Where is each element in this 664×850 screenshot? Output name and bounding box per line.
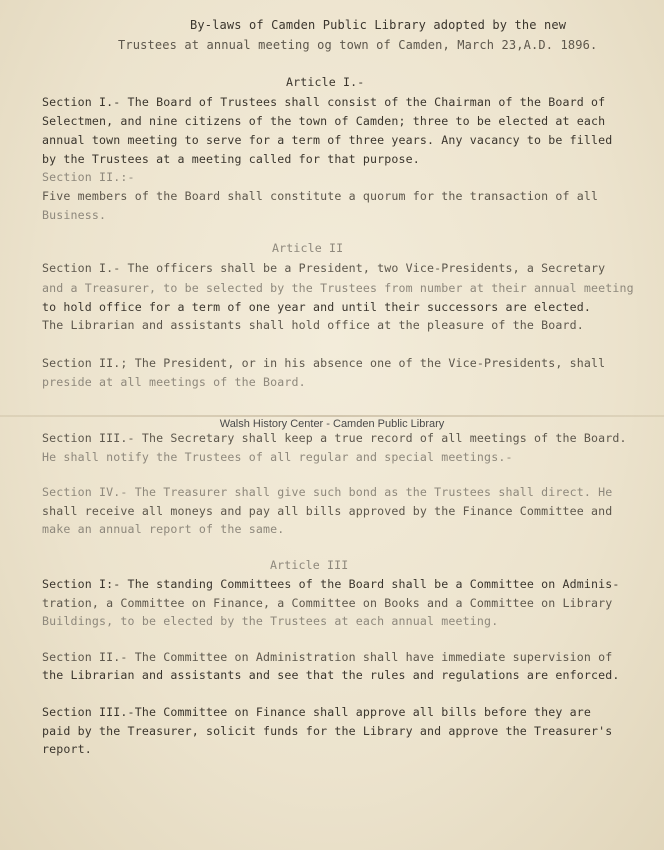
article-2-line: The Librarian and assistants shall hold office at the pleasure of the Board. [42,318,584,332]
article-2-heading: Article II [272,241,344,255]
article-2-line: and a Treasurer, to be selected by the Trustees from number at their annual meeting [42,281,634,295]
article-2-line: Section III.- The Secretary shall keep a true record of all meetings of the Board. [42,431,627,445]
article-3-line: report. [42,742,92,756]
article-2-line: Section II.; The President, or in his absence one of the Vice-Presidents, shall [42,356,606,370]
article-1-line: annual town meeting to serve for a term of three years. Any vacancy to be filled [42,133,613,147]
article-1-line: by the Trustees at a meeting called for that purpose. [42,152,420,166]
article-2-line: Section IV.- The Treasurer shall give such bond as the Trustees shall direct. He [42,485,613,499]
article-1-line: Selectmen, and nine citizens of the town of Camden; three to be elected at each [42,114,606,128]
article-3-line: paid by the Treasurer, solicit funds for the Library and approve the Treasurer's [42,724,613,738]
article-3-line: Section I:- The standing Committees of the Board shall be a Committee on Adminis- [42,577,620,591]
article-2-line: He shall notify the Trustees of all regular and special meetings.- [42,450,513,464]
article-3-line: Section III.-The Committee on Finance shall approve all bills before they are [42,705,592,719]
article-2-line: Section I.- The officers shall be a President, two Vice-Presidents, a Secretary [42,261,606,275]
article-2-line: preside at all meetings of the Board. [42,375,306,389]
article-1-line: Five members of the Board shall constitute a quorum for the transaction of all [42,189,599,203]
watermark-text: Walsh History Center - Camden Public Library [219,418,445,430]
article-3-heading: Article III [270,558,349,572]
article-3-line: tration, a Committee on Finance, a Committee on Books and a Committee on Library [42,596,613,610]
title-line-1: By-laws of Camden Public Library adopted by the new [190,18,567,32]
title-line-2: Trustees at annual meeting og town of Camden, March 23,A.D. 1896. [118,38,598,52]
article-3-line: Buildings, to be elected by the Trustees at each annual meeting. [42,614,499,628]
article-2-line: to hold office for a term of one year and until their successors are elected. [42,300,592,314]
article-3-line: Section II.- The Committee on Administration shall have immediate supervision of [42,650,613,664]
article-1-line: Section I.- The Board of Trustees shall consist of the Chairman of the Board of [42,95,606,109]
fold-crease [0,415,664,417]
article-2-line: shall receive all moneys and pay all bills approved by the Finance Committee and [42,504,613,518]
article-1-heading: Article I.- [286,75,365,89]
article-1-line: Section II.:- [42,170,135,184]
article-1-line: Business. [42,208,107,222]
article-3-line: the Librarian and assistants and see that the rules and regulations are enforced. [42,668,620,682]
article-2-line: make an annual report of the same. [42,522,285,536]
